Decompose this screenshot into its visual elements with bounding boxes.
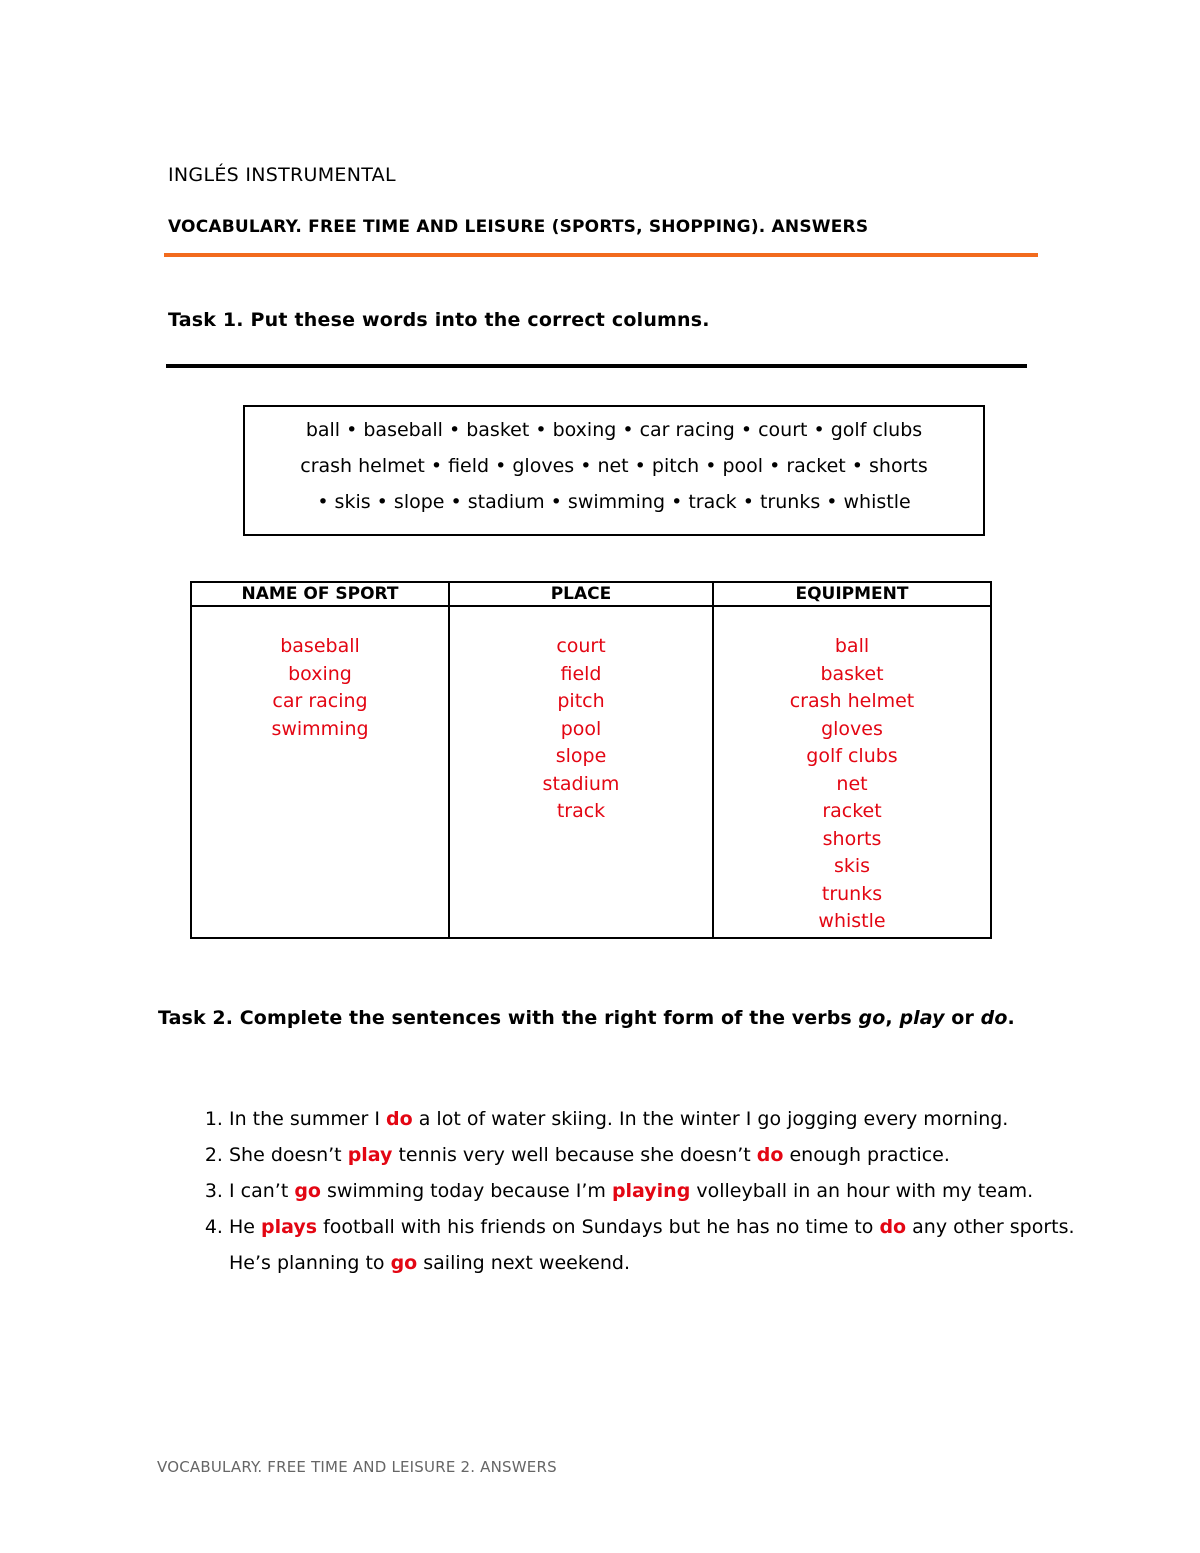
answer-verb: play [347, 1144, 393, 1166]
place-answer: court [556, 635, 606, 657]
sport-answer: swimming [271, 717, 369, 740]
sport-answer: car racing [272, 690, 368, 712]
equipment-answer: shorts [822, 827, 882, 850]
equipment-answer: trunks [821, 882, 883, 905]
sentence-text: He [229, 1216, 262, 1238]
equipment-answer: skis [833, 855, 871, 877]
verb-go: go [858, 1007, 886, 1029]
separator: or [944, 1007, 981, 1029]
column-header-sport: NAME OF SPORT [191, 582, 449, 606]
answer-verb: playing [611, 1180, 691, 1202]
sentence-text: She doesn’t [229, 1144, 348, 1166]
task1-title: Task 1. Put these words into the correct columns. [168, 309, 710, 331]
answer-verb: go [390, 1252, 418, 1274]
black-divider [166, 364, 1027, 368]
orange-divider [164, 253, 1038, 257]
course-title: INGLÉS INSTRUMENTAL [168, 164, 396, 186]
equipment-answer: net [836, 772, 868, 795]
sentence-text: swimming today because I’m [320, 1180, 612, 1202]
task2-title [158, 1006, 1038, 1030]
word-box-line: crash helmet • field • gloves • net • pitch • pool • racket • shorts [300, 455, 928, 477]
word-box-line: ball • baseball • basket • boxing • car racing • court • golf clubs [305, 419, 923, 441]
column-header-equipment: EQUIPMENT [713, 582, 991, 606]
column-header-place: PLACE [449, 582, 713, 606]
word-box-line: • skis • slope • stadium • swimming • track • trunks • whistle [317, 491, 911, 513]
sentence-text: volleyball in an hour with my team. [690, 1180, 1034, 1202]
sentence-text: enough practice. [783, 1144, 950, 1166]
answer-verb: do [386, 1108, 413, 1130]
equipment-answer: golf clubs [806, 745, 898, 767]
title-end: . [1007, 1007, 1015, 1029]
task2-title-text: Task 2. Complete the sentences with the right form of the verbs [158, 1007, 859, 1029]
sentence-list [185, 1101, 1099, 1281]
sentence-text: In the summer I [229, 1108, 387, 1130]
answers-table [190, 581, 992, 939]
sport-cell [191, 606, 449, 938]
sentence-item [229, 1101, 1099, 1137]
verb-play: play [899, 1007, 945, 1029]
sport-answer: baseball [280, 635, 360, 657]
equipment-answer: ball [834, 635, 870, 657]
word-box [243, 405, 985, 536]
place-cell [449, 606, 713, 938]
separator: , [885, 1007, 900, 1029]
answer-verb: do [756, 1144, 784, 1166]
place-answer: pool [560, 717, 602, 740]
place-answer: track [556, 800, 606, 822]
place-answer: pitch [557, 690, 605, 712]
equipment-answer: basket [820, 662, 884, 685]
sentence-text: I can’t [229, 1180, 295, 1202]
sentence-text: a lot of water skiing. In the winter I go jogging every morning. [412, 1108, 1009, 1130]
equipment-answer: whistle [818, 910, 886, 932]
equipment-answer: crash helmet [789, 690, 915, 712]
answer-verb: go [294, 1180, 321, 1202]
page-footer: VOCABULARY. FREE TIME AND LEISURE 2. ANSWERS [157, 1458, 557, 1476]
verb-do: do [980, 1007, 1008, 1029]
equipment-cell [713, 606, 991, 938]
sentence-text: tennis very well because she doesn’t [392, 1144, 757, 1166]
sentence-text: football with his friends on Sundays but he has no time to [317, 1216, 880, 1238]
place-answer: slope [555, 745, 607, 767]
sentence-item [229, 1209, 1099, 1281]
document-subtitle: VOCABULARY. FREE TIME AND LEISURE (SPORTS, SHOPPING). ANSWERS [168, 217, 869, 237]
answer-verb: do [879, 1216, 907, 1238]
sentence-item [229, 1137, 1099, 1173]
answer-verb: plays [261, 1216, 318, 1238]
equipment-answer: gloves [821, 717, 883, 740]
sentence-text: any other sports. He’s planning to [229, 1216, 1075, 1274]
place-answer: stadium [542, 772, 620, 795]
sentence-text: sailing next weekend. [417, 1252, 630, 1274]
sentence-item [229, 1173, 1099, 1209]
sport-answer: boxing [288, 662, 352, 685]
equipment-answer: racket [822, 800, 882, 822]
place-answer: field [560, 662, 602, 685]
